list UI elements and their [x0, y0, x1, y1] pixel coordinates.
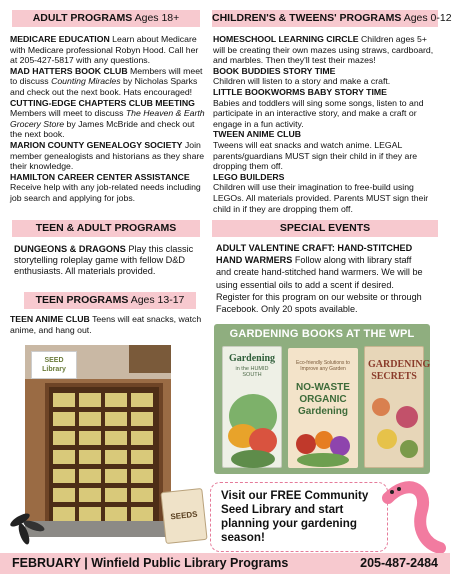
program-description: Teens will eat snacks, watch anime, and hang out.: [10, 314, 202, 335]
program-title: MAD HATTERS BOOK CLUB: [10, 65, 128, 76]
program-item: [213, 34, 435, 66]
program-title: HOMESCHOOL LEARNING CIRCLE: [213, 34, 359, 44]
seed-drawer: [79, 412, 101, 426]
program-title: CUTTING-EDGE CHAPTERS CLUB MEETING: [10, 97, 195, 108]
teen-programs-header: [24, 292, 196, 309]
program-item: [10, 66, 206, 98]
adult-programs-title: ADULT PROGRAMS: [32, 12, 133, 24]
program-title: HAMILTON CAREER CENTER ASSISTANCE: [10, 171, 190, 182]
seed-drawer: [131, 412, 153, 426]
program-item: [10, 98, 206, 140]
adult-programs-list: [10, 34, 206, 204]
program-description: by James McBride and check out the next book.: [10, 118, 195, 140]
seed-drawer: [131, 393, 153, 407]
adult-programs-ages: Ages 18+: [134, 12, 180, 24]
seed-drawer: [53, 431, 75, 445]
seeds-packet-label: SEEDS: [169, 509, 198, 522]
seed-drawer: [131, 469, 153, 483]
seed-drawer: [53, 450, 75, 464]
seed-drawer: [105, 488, 127, 502]
program-description: Receive help with any job-related needs including job search and applying for jobs.: [10, 182, 201, 203]
program-description: Play this classic storytelling roleplay game with fellow D&D enthusiasts. All materials provided.: [14, 244, 194, 277]
event-title: ADULT VALENTINE CRAFT: HAND-STITCHED HAND WARMERS: [216, 243, 413, 266]
seed-drawer: [131, 431, 153, 445]
seed-drawer: [79, 507, 101, 521]
program-description: Children will use their imagination to free-build using LEGOs. All materials provided. Parents MUST sign their child in if they are dropping them off.: [213, 182, 429, 214]
program-title: DUNGEONS & DRAGONS: [14, 244, 126, 254]
teen-adult-program: [14, 244, 202, 278]
program-description: Children ages 5+ will be creating their own mazes using straws, cardboard, and marbles. Then they'll test their mazes!: [213, 34, 434, 66]
program-description: by Nicholas Sparks and check out the next book. Hats encouraged!: [10, 76, 198, 97]
seed-drawer: [79, 431, 101, 445]
program-item: [10, 172, 206, 204]
program-description: Members will meet to discuss: [10, 108, 124, 119]
book-cover-no-waste-organic: Eco-friendly Solutions to Improve any Garden NO-WASTE ORGANIC Gardening: [288, 348, 358, 468]
book-title: The Heaven & Earth Grocery Store: [10, 108, 205, 129]
program-item: [213, 129, 435, 171]
program-title: LITTLE BOOKWORMS BABY STORY TIME: [213, 86, 387, 97]
seed-drawer: [79, 393, 101, 407]
footer-phone: 205-487-2484: [360, 556, 438, 570]
seed-library-callout: [210, 482, 388, 552]
seed-library-sign: SEED Library: [31, 351, 77, 379]
program-description: Join member genealogists and historians as they share their knowledge.: [10, 139, 205, 172]
teen-programs-ages: Ages 13-17: [130, 294, 185, 306]
program-title: MARION COUNTY GENEALOGY SOCIETY: [10, 139, 183, 150]
program-description: Learn about Medicare with Medicare professional Robyn Hood. Call her at 205-427-5817 with any questions.: [10, 34, 199, 66]
program-item: [213, 172, 435, 214]
teen-adult-programs-title: TEEN & ADULT PROGRAMS: [35, 222, 177, 234]
seed-drawer: [53, 393, 75, 407]
program-title: MEDICARE EDUCATION: [10, 34, 110, 44]
seed-drawer: [131, 450, 153, 464]
seed-drawer: [53, 412, 75, 426]
program-title: BOOK BUDDIES STORY TIME: [213, 65, 336, 76]
teen-programs-title: TEEN PROGRAMS: [35, 294, 129, 306]
program-description: Babies and toddlers will sing some songs, listen to and participate in an interactive story, and make a craft or engage in a fun activity.: [213, 97, 424, 129]
kids-programs-list: [213, 34, 435, 214]
program-description: Children will listen to a story and make a craft.: [213, 76, 391, 87]
plant-illustration: [223, 381, 283, 471]
gardening-books-panel: [214, 324, 430, 474]
seed-drawer: [105, 469, 127, 483]
seed-drawer: [105, 450, 127, 464]
sunflower-seeds-icon: [0, 500, 60, 550]
seed-drawer: [105, 393, 127, 407]
seed-drawer: [105, 412, 127, 426]
seed-drawer: [53, 469, 75, 483]
special-events-title: SPECIAL EVENTS: [279, 222, 371, 234]
book-title: Counting Miracles: [51, 76, 121, 87]
flowers-illustration: [365, 387, 425, 467]
program-item: [10, 34, 206, 66]
worm-icon: [378, 478, 448, 554]
kids-programs-header: [212, 10, 452, 27]
event-description: Follow along with library staff and create hand-stitched hand warmers. We will be using essential oils to add a scent if desired. Register for this program on our website or through Facebook. Only 20 spots available.: [216, 255, 423, 315]
footer-title: FEBRUARY | Winfield Public Library Programs: [12, 556, 289, 570]
program-title: LEGO BUILDERS: [213, 171, 285, 182]
footer-bar: [0, 553, 450, 574]
seed-drawer: [105, 507, 127, 521]
program-item: [213, 87, 435, 129]
program-title: TEEN ANIME CLUB: [10, 314, 90, 324]
special-events-header: [212, 220, 438, 237]
teen-adult-programs-header: [12, 220, 200, 237]
adult-programs-header: [12, 10, 200, 27]
program-title: TWEEN ANIME CLUB: [213, 129, 301, 140]
book-cover-gardening-humid-south: Gardening in the HUMID SOUTH: [222, 346, 282, 468]
kids-programs-ages: Ages 0-12: [403, 12, 452, 24]
seed-library-callout-text: Visit our FREE Community Seed Library and start planning your gardening season!: [221, 489, 369, 544]
teen-program: [10, 314, 206, 335]
seed-drawer: [79, 450, 101, 464]
program-description: Members will meet to discuss: [10, 65, 203, 87]
seeds-packet: [160, 488, 207, 544]
program-item: [10, 140, 206, 172]
seed-drawer: [79, 488, 101, 502]
seed-drawer: [105, 431, 127, 445]
program-item: [213, 66, 435, 87]
seed-drawer: [79, 469, 101, 483]
special-event: [216, 242, 428, 315]
kids-programs-title: CHILDREN'S & TWEENS' PROGRAMS: [212, 12, 402, 24]
program-description: Tweens will eat snacks and watch anime. LEGAL parents/guardians MUST sign their child in if they are dropping them off.: [213, 139, 418, 172]
vegetables-illustration: [288, 420, 358, 470]
seed-drawer: [131, 507, 153, 521]
book-cover-gardening-secrets: GARDENING SECRETS: [364, 346, 424, 468]
seed-drawer: [131, 488, 153, 502]
gardening-books-banner: GARDENING BOOKS AT THE WPL: [229, 328, 415, 340]
